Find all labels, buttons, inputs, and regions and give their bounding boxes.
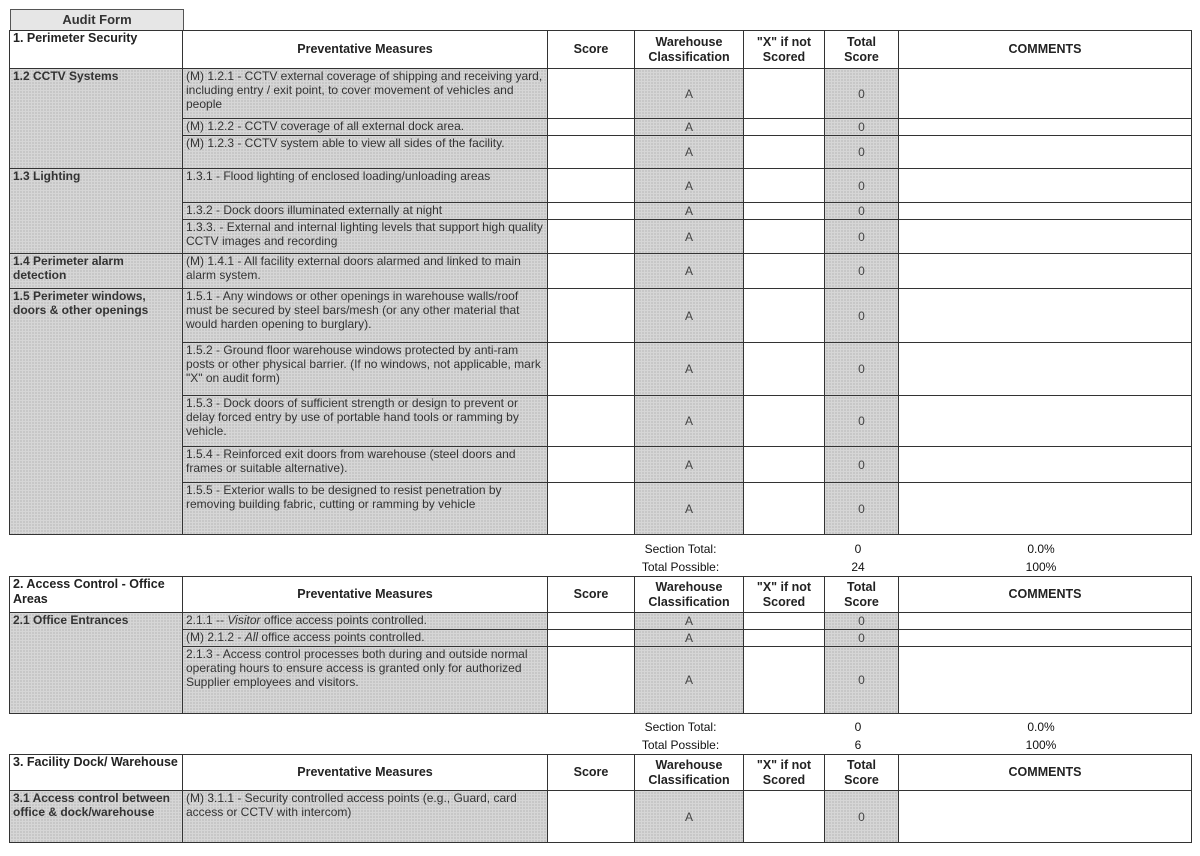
- measure-cell: (M) 1.2.3 - CCTV system able to view all sides of the facility.: [183, 136, 548, 169]
- measure-cell: 1.3.3. - External and internal lighting levels that support high quality CCTV images and recording: [183, 220, 548, 254]
- measure-cell: 1.3.2 - Dock doors illuminated externally at night: [183, 203, 548, 220]
- table-row: [10, 169, 1192, 203]
- classification-cell: A: [635, 203, 744, 220]
- category-cell: 2.1 Office Entrances: [10, 613, 183, 714]
- measure-cell: 1.5.5 - Exterior walls to be designed to resist penetration by removing building fabric, cutting or ramming by vehicle: [183, 483, 548, 535]
- score-input[interactable]: [548, 254, 635, 289]
- total-score-cell: 0: [825, 203, 899, 220]
- classification-cell: A: [635, 613, 744, 630]
- score-input[interactable]: [548, 169, 635, 203]
- not-scored-input[interactable]: [744, 647, 825, 714]
- section-total-percent: 0.0%: [1027, 542, 1055, 556]
- classification-cell: A: [635, 69, 744, 119]
- comments-input[interactable]: [899, 483, 1192, 535]
- table-row: [10, 630, 1192, 647]
- measure-cell: 1.5.3 - Dock doors of sufficient strength or design to prevent or delay forced entry by use of portable hand tools or ramming by vehicle.: [183, 396, 548, 447]
- score-input[interactable]: [548, 396, 635, 447]
- classification-cell: A: [635, 483, 744, 535]
- section-total-value: 0: [854, 720, 862, 734]
- section-total-label: Section Total:: [644, 720, 717, 734]
- access-control-office-table: [9, 576, 1192, 714]
- section-total-percent: 0.0%: [1027, 720, 1055, 734]
- section-title: 2. Access Control - Office Areas: [10, 577, 183, 613]
- classification-cell: A: [635, 136, 744, 169]
- section-title: 3. Facility Dock/ Warehouse: [10, 755, 183, 791]
- classification-cell: A: [635, 119, 744, 136]
- section-total-label: Section Total:: [644, 542, 717, 556]
- table-row: [10, 289, 1192, 343]
- section-title: 1. Perimeter Security: [10, 31, 183, 69]
- measure-cell: 1.5.4 - Reinforced exit doors from warehouse (steel doors and frames or suitable alternative).: [183, 447, 548, 483]
- measure-cell: (M) 3.1.1 - Security controlled access points (e.g., Guard, card access or CCTV with intercom): [183, 791, 548, 843]
- score-input[interactable]: [548, 343, 635, 396]
- table-row: [10, 396, 1192, 447]
- comments-input[interactable]: [899, 396, 1192, 447]
- score-input[interactable]: [548, 630, 635, 647]
- total-score-cell: 0: [825, 613, 899, 630]
- comments-input[interactable]: [899, 630, 1192, 647]
- classification-cell: A: [635, 447, 744, 483]
- total-score-cell: 0: [825, 647, 899, 714]
- classification-cell: A: [635, 396, 744, 447]
- measure-cell: 1.5.2 - Ground floor warehouse windows protected by anti-ram posts or other physical barrier. (If no windows, not applicable, mark "X" on audit form): [183, 343, 548, 396]
- total-score-cell: 0: [825, 136, 899, 169]
- not-scored-input[interactable]: [744, 447, 825, 483]
- classification-header: Warehouse Classification: [635, 577, 744, 613]
- table-row: [10, 119, 1192, 136]
- category-cell: 1.4 Perimeter alarm detection: [10, 254, 183, 289]
- not-scored-input[interactable]: [744, 220, 825, 254]
- measure-cell: (M) 1.2.2 - CCTV coverage of all external dock area.: [183, 119, 548, 136]
- total-score-cell: 0: [825, 630, 899, 647]
- audit-form-tab: Audit Form: [10, 9, 184, 31]
- comments-input[interactable]: [899, 343, 1192, 396]
- total-score-cell: 0: [825, 791, 899, 843]
- total-possible-percent: 100%: [1025, 560, 1057, 574]
- measure-cell: 1.5.1 - Any windows or other openings in warehouse walls/roof must be secured by steel bars/mesh (or any other material that would harden opening to burglary).: [183, 289, 548, 343]
- total-possible-value: 24: [851, 560, 865, 574]
- classification-cell: A: [635, 647, 744, 714]
- total-score-cell: 0: [825, 447, 899, 483]
- score-input[interactable]: [548, 613, 635, 630]
- comments-input[interactable]: [899, 203, 1192, 220]
- score-input[interactable]: [548, 69, 635, 119]
- measure-prefix: (M) 2.1.2 -: [186, 630, 245, 644]
- comments-header: COMMENTS: [899, 31, 1192, 69]
- score-input[interactable]: [548, 119, 635, 136]
- total-possible-label: Total Possible:: [641, 560, 720, 574]
- table-row: [10, 254, 1192, 289]
- score-input[interactable]: [548, 647, 635, 714]
- measure-cell: [183, 613, 548, 630]
- category-cell: 3.1 Access control between office & dock/warehouse: [10, 791, 183, 843]
- score-header: Score: [548, 755, 635, 791]
- score-input[interactable]: [548, 791, 635, 843]
- not-scored-input[interactable]: [744, 396, 825, 447]
- table-row: [10, 613, 1192, 630]
- not-scored-input[interactable]: [744, 169, 825, 203]
- comments-input[interactable]: [899, 220, 1192, 254]
- table-row: [10, 647, 1192, 714]
- not-scored-input[interactable]: [744, 630, 825, 647]
- score-input[interactable]: [548, 220, 635, 254]
- classification-header: Warehouse Classification: [635, 755, 744, 791]
- score-input[interactable]: [548, 483, 635, 535]
- measure-emphasis: All: [244, 630, 259, 644]
- classification-cell: A: [635, 220, 744, 254]
- comments-input[interactable]: [899, 613, 1192, 630]
- comments-input[interactable]: [899, 647, 1192, 714]
- table-row: [10, 203, 1192, 220]
- preventative-measures-header: Preventative Measures: [183, 31, 548, 69]
- table-row: [10, 343, 1192, 396]
- measure-cell: 1.3.1 - Flood lighting of enclosed loading/unloading areas: [183, 169, 548, 203]
- total-possible-value: 6: [854, 738, 862, 752]
- perimeter-security-table: [9, 30, 1192, 535]
- comments-input[interactable]: [899, 136, 1192, 169]
- score-input[interactable]: [548, 289, 635, 343]
- classification-cell: A: [635, 630, 744, 647]
- preventative-measures-header: Preventative Measures: [183, 755, 548, 791]
- facility-dock-warehouse-table: [9, 754, 1192, 843]
- not-scored-input[interactable]: [744, 483, 825, 535]
- measure-emphasis: Visitor: [227, 613, 261, 627]
- comments-input[interactable]: [899, 447, 1192, 483]
- category-cell: 1.5 Perimeter windows, doors & other openings: [10, 289, 183, 535]
- classification-cell: A: [635, 791, 744, 843]
- not-scored-header: "X" if not Scored: [744, 31, 825, 69]
- table-row: [10, 136, 1192, 169]
- score-header: Score: [548, 31, 635, 69]
- section-total-value: 0: [854, 542, 862, 556]
- table-row: [10, 220, 1192, 254]
- total-score-header: Total Score: [825, 31, 899, 69]
- measure-cell: 2.1.3 - Access control processes both during and outside normal operating hours to ensure access is granted only for authorized Supplier employees and visitors.: [183, 647, 548, 714]
- not-scored-input[interactable]: [744, 203, 825, 220]
- classification-cell: A: [635, 169, 744, 203]
- total-possible-label: Total Possible:: [641, 738, 720, 752]
- comments-header: COMMENTS: [899, 577, 1192, 613]
- total-score-cell: 0: [825, 396, 899, 447]
- table-row: [10, 447, 1192, 483]
- comments-input[interactable]: [899, 119, 1192, 136]
- score-input[interactable]: [548, 136, 635, 169]
- measure-prefix: 2.1.1 --: [186, 613, 228, 627]
- measure-cell: [183, 630, 548, 647]
- not-scored-input[interactable]: [744, 343, 825, 396]
- comments-input[interactable]: [899, 289, 1192, 343]
- not-scored-input[interactable]: [744, 289, 825, 343]
- comments-input[interactable]: [899, 69, 1192, 119]
- comments-header: COMMENTS: [899, 755, 1192, 791]
- comments-input[interactable]: [899, 169, 1192, 203]
- category-cell: 1.2 CCTV Systems: [10, 69, 183, 169]
- classification-cell: A: [635, 343, 744, 396]
- total-score-header: Total Score: [825, 577, 899, 613]
- not-scored-input[interactable]: [744, 613, 825, 630]
- measure-cell: (M) 1.4.1 - All facility external doors alarmed and linked to main alarm system.: [183, 254, 548, 289]
- total-score-cell: 0: [825, 220, 899, 254]
- not-scored-header: "X" if not Scored: [744, 577, 825, 613]
- total-score-cell: 0: [825, 119, 899, 136]
- score-header: Score: [548, 577, 635, 613]
- classification-header: Warehouse Classification: [635, 31, 744, 69]
- not-scored-input[interactable]: [744, 119, 825, 136]
- total-score-cell: 0: [825, 483, 899, 535]
- category-cell: 1.3 Lighting: [10, 169, 183, 254]
- classification-cell: A: [635, 289, 744, 343]
- not-scored-input[interactable]: [744, 791, 825, 843]
- not-scored-header: "X" if not Scored: [744, 755, 825, 791]
- measure-text: office access points controlled.: [258, 630, 425, 644]
- not-scored-input[interactable]: [744, 69, 825, 119]
- not-scored-input[interactable]: [744, 136, 825, 169]
- not-scored-input[interactable]: [744, 254, 825, 289]
- score-input[interactable]: [548, 447, 635, 483]
- preventative-measures-header: Preventative Measures: [183, 577, 548, 613]
- total-score-cell: 0: [825, 69, 899, 119]
- measure-text: office access points controlled.: [260, 613, 428, 627]
- table-row: [10, 483, 1192, 535]
- measure-cell: (M) 1.2.1 - CCTV external coverage of shipping and receiving yard, including entry / exit point, to cover movement of vehicles and people: [183, 69, 548, 119]
- total-score-cell: 0: [825, 254, 899, 289]
- total-score-cell: 0: [825, 289, 899, 343]
- table-row: [10, 791, 1192, 843]
- total-score-header: Total Score: [825, 755, 899, 791]
- table-row: [10, 69, 1192, 119]
- total-score-cell: 0: [825, 169, 899, 203]
- total-score-cell: 0: [825, 343, 899, 396]
- classification-cell: A: [635, 254, 744, 289]
- total-possible-percent: 100%: [1025, 738, 1057, 752]
- comments-input[interactable]: [899, 254, 1192, 289]
- comments-input[interactable]: [899, 791, 1192, 843]
- score-input[interactable]: [548, 203, 635, 220]
